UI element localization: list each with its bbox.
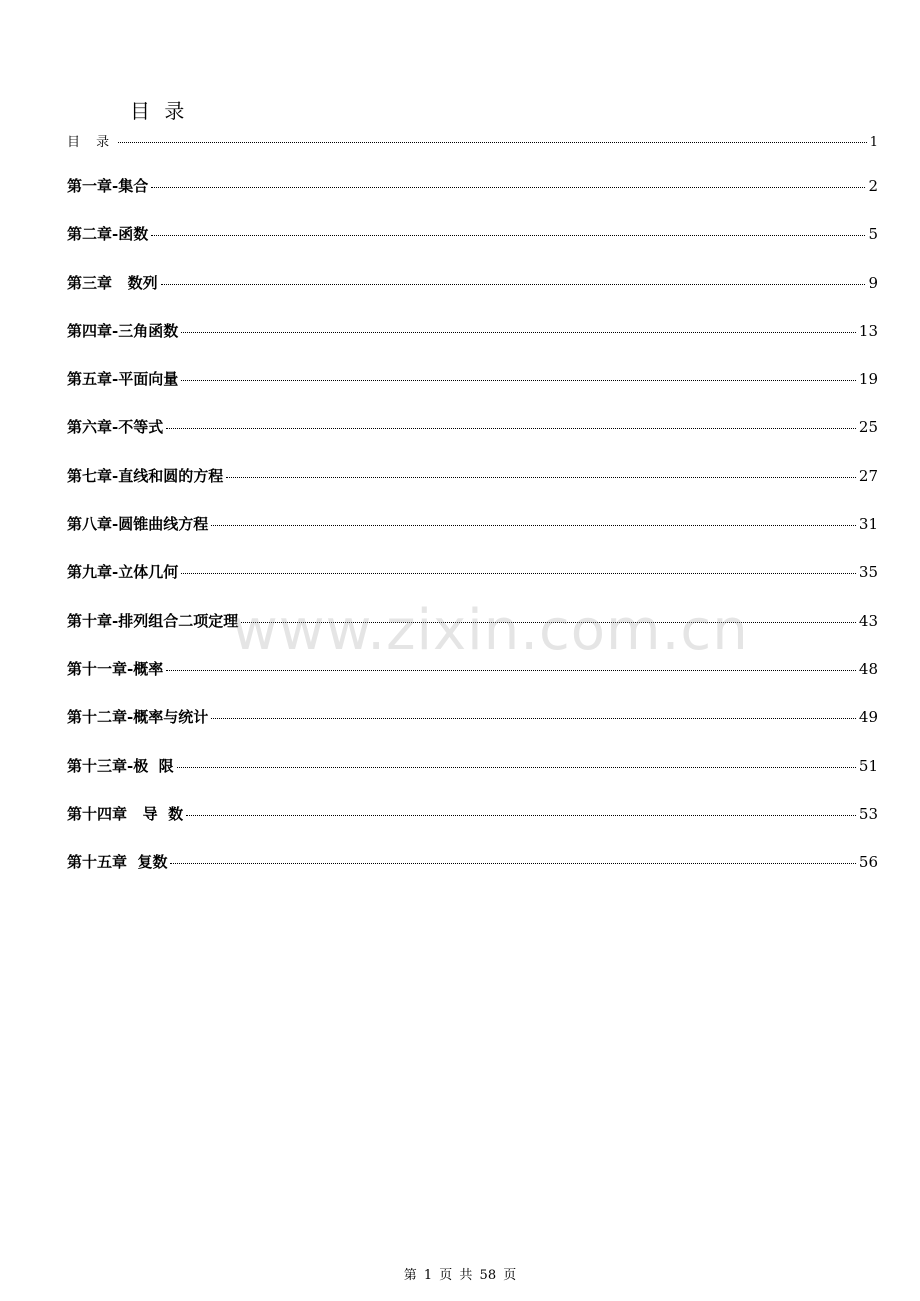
toc-entry-label: 第五章-平面向量 xyxy=(67,370,179,389)
dot-leader xyxy=(181,380,856,381)
toc-entry-label: 第二章-函数 xyxy=(67,225,149,244)
page-footer: 第 1 页 共 58 页 xyxy=(403,1268,517,1283)
toc-entry-page: 27 xyxy=(858,466,878,485)
toc-entry-page: 9 xyxy=(868,273,878,292)
dot-leader xyxy=(161,284,866,285)
dot-leader xyxy=(177,767,856,768)
toc-entry-page: 5 xyxy=(868,225,878,244)
dot-leader xyxy=(170,863,855,864)
toc-entry-label: 第十四章 导 数 xyxy=(67,804,184,823)
toc-entry-chapter-2[interactable] xyxy=(67,223,878,271)
toc-entry-page: 1 xyxy=(869,135,878,150)
toc-entry-chapter-15[interactable] xyxy=(67,851,878,899)
toc-entry-chapter-14[interactable] xyxy=(67,803,878,851)
dot-leader xyxy=(166,428,856,429)
toc-entry-page: 43 xyxy=(858,611,878,630)
toc-entry-page: 31 xyxy=(858,515,878,534)
toc-entry-label: 第八章-圆锥曲线方程 xyxy=(67,515,209,534)
toc-entry-label: 第六章-不等式 xyxy=(67,418,164,437)
toc-entry-chapter-5[interactable] xyxy=(67,368,878,416)
toc-entry-page: 25 xyxy=(858,418,878,437)
toc-title: 目 录 xyxy=(130,99,189,123)
toc-entry-chapter-4[interactable] xyxy=(67,320,878,368)
toc-entry-label: 第十三章-极 限 xyxy=(67,756,174,775)
toc-entry-page: 51 xyxy=(858,756,878,775)
toc-entry-page: 2 xyxy=(868,177,878,195)
toc-entry-label: 第十章-排列组合二项定理 xyxy=(67,611,239,630)
toc-entry-chapter-9[interactable] xyxy=(67,561,878,609)
toc-entry-chapter-3[interactable] xyxy=(67,272,878,320)
toc-list xyxy=(67,131,878,899)
toc-entry-chapter-12[interactable] xyxy=(67,706,878,754)
toc-entry-page: 19 xyxy=(858,370,878,389)
dot-leader xyxy=(211,718,856,719)
dot-leader xyxy=(181,332,856,333)
toc-entry-chapter-1[interactable] xyxy=(67,175,878,223)
toc-entry-page: 49 xyxy=(858,708,878,727)
dot-leader xyxy=(151,235,865,236)
toc-entry-page: 56 xyxy=(858,853,878,872)
toc-entry-label: 第七章-直线和圆的方程 xyxy=(67,466,224,485)
toc-entry-label: 第十一章-概率 xyxy=(67,659,164,678)
dot-leader xyxy=(181,573,856,574)
toc-entry-label: 第九章-立体几何 xyxy=(67,563,179,582)
dot-leader xyxy=(211,525,856,526)
toc-entry-page: 35 xyxy=(858,563,878,582)
dot-leader xyxy=(226,477,856,478)
dot-leader xyxy=(166,670,856,671)
toc-entry-label: 第十五章 复数 xyxy=(67,853,168,872)
toc-entry-label: 目 录 xyxy=(67,135,116,150)
toc-entry-page: 48 xyxy=(858,659,878,678)
toc-entry-label: 第三章 数列 xyxy=(67,273,158,292)
dot-leader xyxy=(151,187,865,188)
dot-leader xyxy=(118,142,867,143)
toc-entry-chapter-11[interactable] xyxy=(67,658,878,706)
dot-leader xyxy=(241,622,856,623)
toc-entry-label: 第十二章-概率与统计 xyxy=(67,708,209,727)
watermark: www.zixin.com.cn xyxy=(232,598,749,663)
toc-entry-chapter-10[interactable] xyxy=(67,610,878,658)
dot-leader xyxy=(186,815,856,816)
toc-entry-label: 第四章-三角函数 xyxy=(67,321,179,340)
toc-entry-chapter-6[interactable] xyxy=(67,416,878,464)
toc-entry-label: 第一章-集合 xyxy=(67,177,149,195)
toc-entry-chapter-8[interactable] xyxy=(67,513,878,561)
toc-entry-chapter-13[interactable] xyxy=(67,755,878,803)
toc-entry-chapter-7[interactable] xyxy=(67,465,878,513)
toc-entry-contents[interactable] xyxy=(67,131,878,175)
toc-entry-page: 53 xyxy=(858,804,878,823)
toc-entry-page: 13 xyxy=(858,321,878,340)
